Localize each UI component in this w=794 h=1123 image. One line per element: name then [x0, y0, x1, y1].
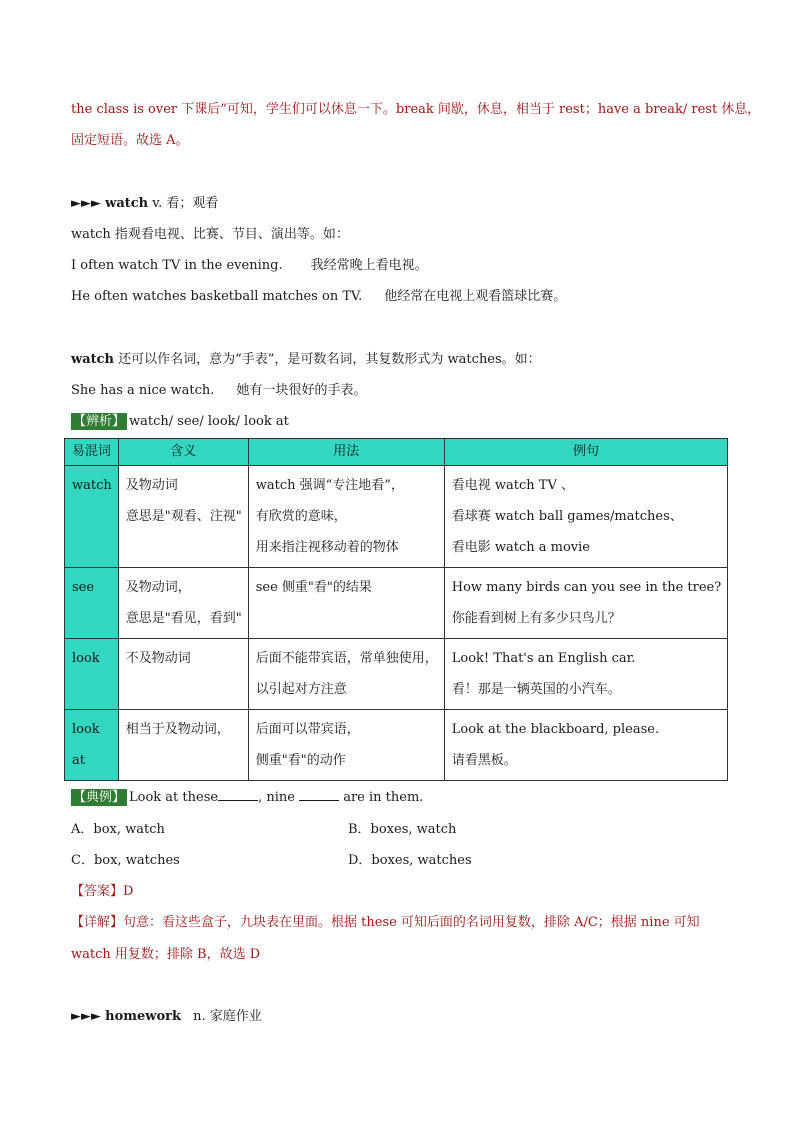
header-word: 易混词 — [65, 439, 119, 466]
example-question — [71, 789, 423, 807]
example-line: 你能看到树上有多少只鸟儿？ — [451, 611, 621, 626]
row-word: watch — [65, 466, 119, 568]
analysis-heading — [71, 413, 289, 431]
row-usage — [248, 568, 444, 639]
table-header-row — [65, 439, 728, 466]
row-usage — [248, 710, 444, 781]
homework-headword: homework — [105, 1009, 182, 1024]
usage-line: 以引起对方注意 — [255, 682, 347, 697]
detail-line-2: watch 用复数；排除 B，故选 D — [71, 947, 261, 962]
watch-pos: v. 看；观看 — [152, 196, 219, 211]
answer-line — [71, 883, 133, 901]
watch-example-3 — [71, 382, 366, 400]
row-meaning — [118, 568, 248, 639]
row-meaning — [118, 639, 248, 710]
arrow-bullets-icon: ►►► — [71, 196, 101, 211]
meaning-line: 及物动词 — [125, 478, 178, 493]
usage-line: 有欣赏的意味， — [255, 509, 347, 524]
table-row — [65, 466, 728, 568]
example-1-chinese: 我经常晚上看电视。 — [310, 258, 428, 273]
usage-line: 后面不能带宾语，常单独使用， — [255, 651, 438, 666]
detail-tag: 【详解】 — [71, 915, 124, 930]
header-meaning: 含义 — [118, 439, 248, 466]
answer-blank-2 — [299, 789, 339, 801]
header-example: 例句 — [444, 439, 727, 466]
arrow-bullets-icon: ►►► — [71, 1009, 101, 1024]
example-tag: 【典例】 — [73, 790, 126, 805]
answer-blank-1 — [218, 789, 258, 801]
analysis-title: watch/ see/ look/ look at — [129, 414, 289, 429]
usage-line: 后面可以带宾语， — [255, 722, 360, 737]
row-word: look — [65, 639, 119, 710]
usage-line: see 侧重"看"的结果 — [255, 580, 372, 595]
meaning-line: 及物动词， — [125, 580, 191, 595]
table-row — [65, 639, 728, 710]
option-d: D．boxes, watches — [348, 853, 472, 868]
meaning-line: 意思是"观看、注视" — [125, 509, 242, 524]
row-example — [444, 466, 727, 568]
meaning-line: 不及物动词 — [125, 651, 191, 666]
row-example — [444, 568, 727, 639]
row-usage — [248, 466, 444, 568]
example-line: 看电视 watch TV 、 — [451, 478, 574, 493]
watch-description: watch 指观看电视、比赛、节目、演出等。如： — [71, 227, 349, 242]
analysis-tag: 【辨析】 — [73, 414, 126, 429]
intro-line-1: the class is over 下课后”可知，学生们可以休息一下。break 间歇，休息，相当于 rest；have a break/ rest 休息， — [71, 102, 761, 117]
watch-noun-word: watch — [71, 352, 114, 367]
example-line: 看电影 watch a movie — [451, 540, 591, 555]
example-2-english: He often watches basketball matches on TV. — [71, 289, 363, 304]
intro-line-2: 固定短语。故选 A。 — [71, 133, 189, 148]
usage-line: watch 强调“专注地看”， — [255, 478, 404, 493]
option-b: B．boxes, watch — [348, 822, 457, 837]
comparison-table — [64, 438, 728, 781]
row-word: look at — [65, 710, 119, 781]
watch-headword: watch — [105, 196, 149, 211]
example-2-chinese: 他经常在电视上观看篮球比赛。 — [384, 289, 567, 304]
meaning-line: 相当于及物动词， — [125, 722, 230, 737]
header-usage: 用法 — [248, 439, 444, 466]
watch-noun-text: 还可以作名词，意为“手表”，是可数名词，其复数形式为 watches。如： — [114, 352, 541, 367]
usage-line: 侧重"看"的动作 — [255, 753, 346, 768]
row-meaning — [118, 710, 248, 781]
example-line: How many birds can you see in the tree? — [451, 580, 722, 595]
answer-tag: 【答案】 — [71, 884, 124, 899]
usage-line: 用来指注视移动着的物体 — [255, 540, 399, 555]
table-row — [65, 568, 728, 639]
meaning-line: 意思是"看见，看到" — [125, 611, 242, 626]
example-line: 看！那是一辆英国的小汽车。 — [451, 682, 621, 697]
example-line: Look! That's an English car. — [451, 651, 636, 666]
row-meaning — [118, 466, 248, 568]
table-row — [65, 710, 728, 781]
watch-example-1 — [71, 257, 428, 275]
watch-noun-description — [71, 351, 541, 369]
homework-pos: n. 家庭作业 — [193, 1009, 262, 1024]
example-line: Look at the blackboard, please. — [451, 722, 660, 737]
detail-line-1 — [71, 914, 700, 932]
option-c: C．box, watches — [71, 853, 180, 868]
watch-example-2 — [71, 288, 566, 306]
example-3-english: She has a nice watch. — [71, 383, 215, 398]
option-a: A．box, watch — [71, 822, 165, 837]
watch-heading — [71, 195, 218, 213]
example-line: 请看黑板。 — [451, 753, 517, 768]
example-1-english: I often watch TV in the evening. — [71, 258, 283, 273]
detail-text-1: 句意：看这些盒子，九块表在里面。根据 these 可知后面的名词用复数，排除 A/C；根据 nine 可知 — [123, 915, 700, 930]
row-usage — [248, 639, 444, 710]
row-example — [444, 710, 727, 781]
answer-value: D — [123, 884, 134, 899]
example-line: 看球赛 watch ball games/matches、 — [451, 509, 683, 524]
question-part-1: Look at these — [129, 790, 219, 805]
example-3-chinese: 她有一块很好的手表。 — [236, 383, 367, 398]
homework-heading — [71, 1008, 262, 1026]
question-part-2: , nine — [258, 790, 300, 805]
row-example — [444, 639, 727, 710]
row-word: see — [65, 568, 119, 639]
question-part-3: are in them. — [339, 790, 424, 805]
